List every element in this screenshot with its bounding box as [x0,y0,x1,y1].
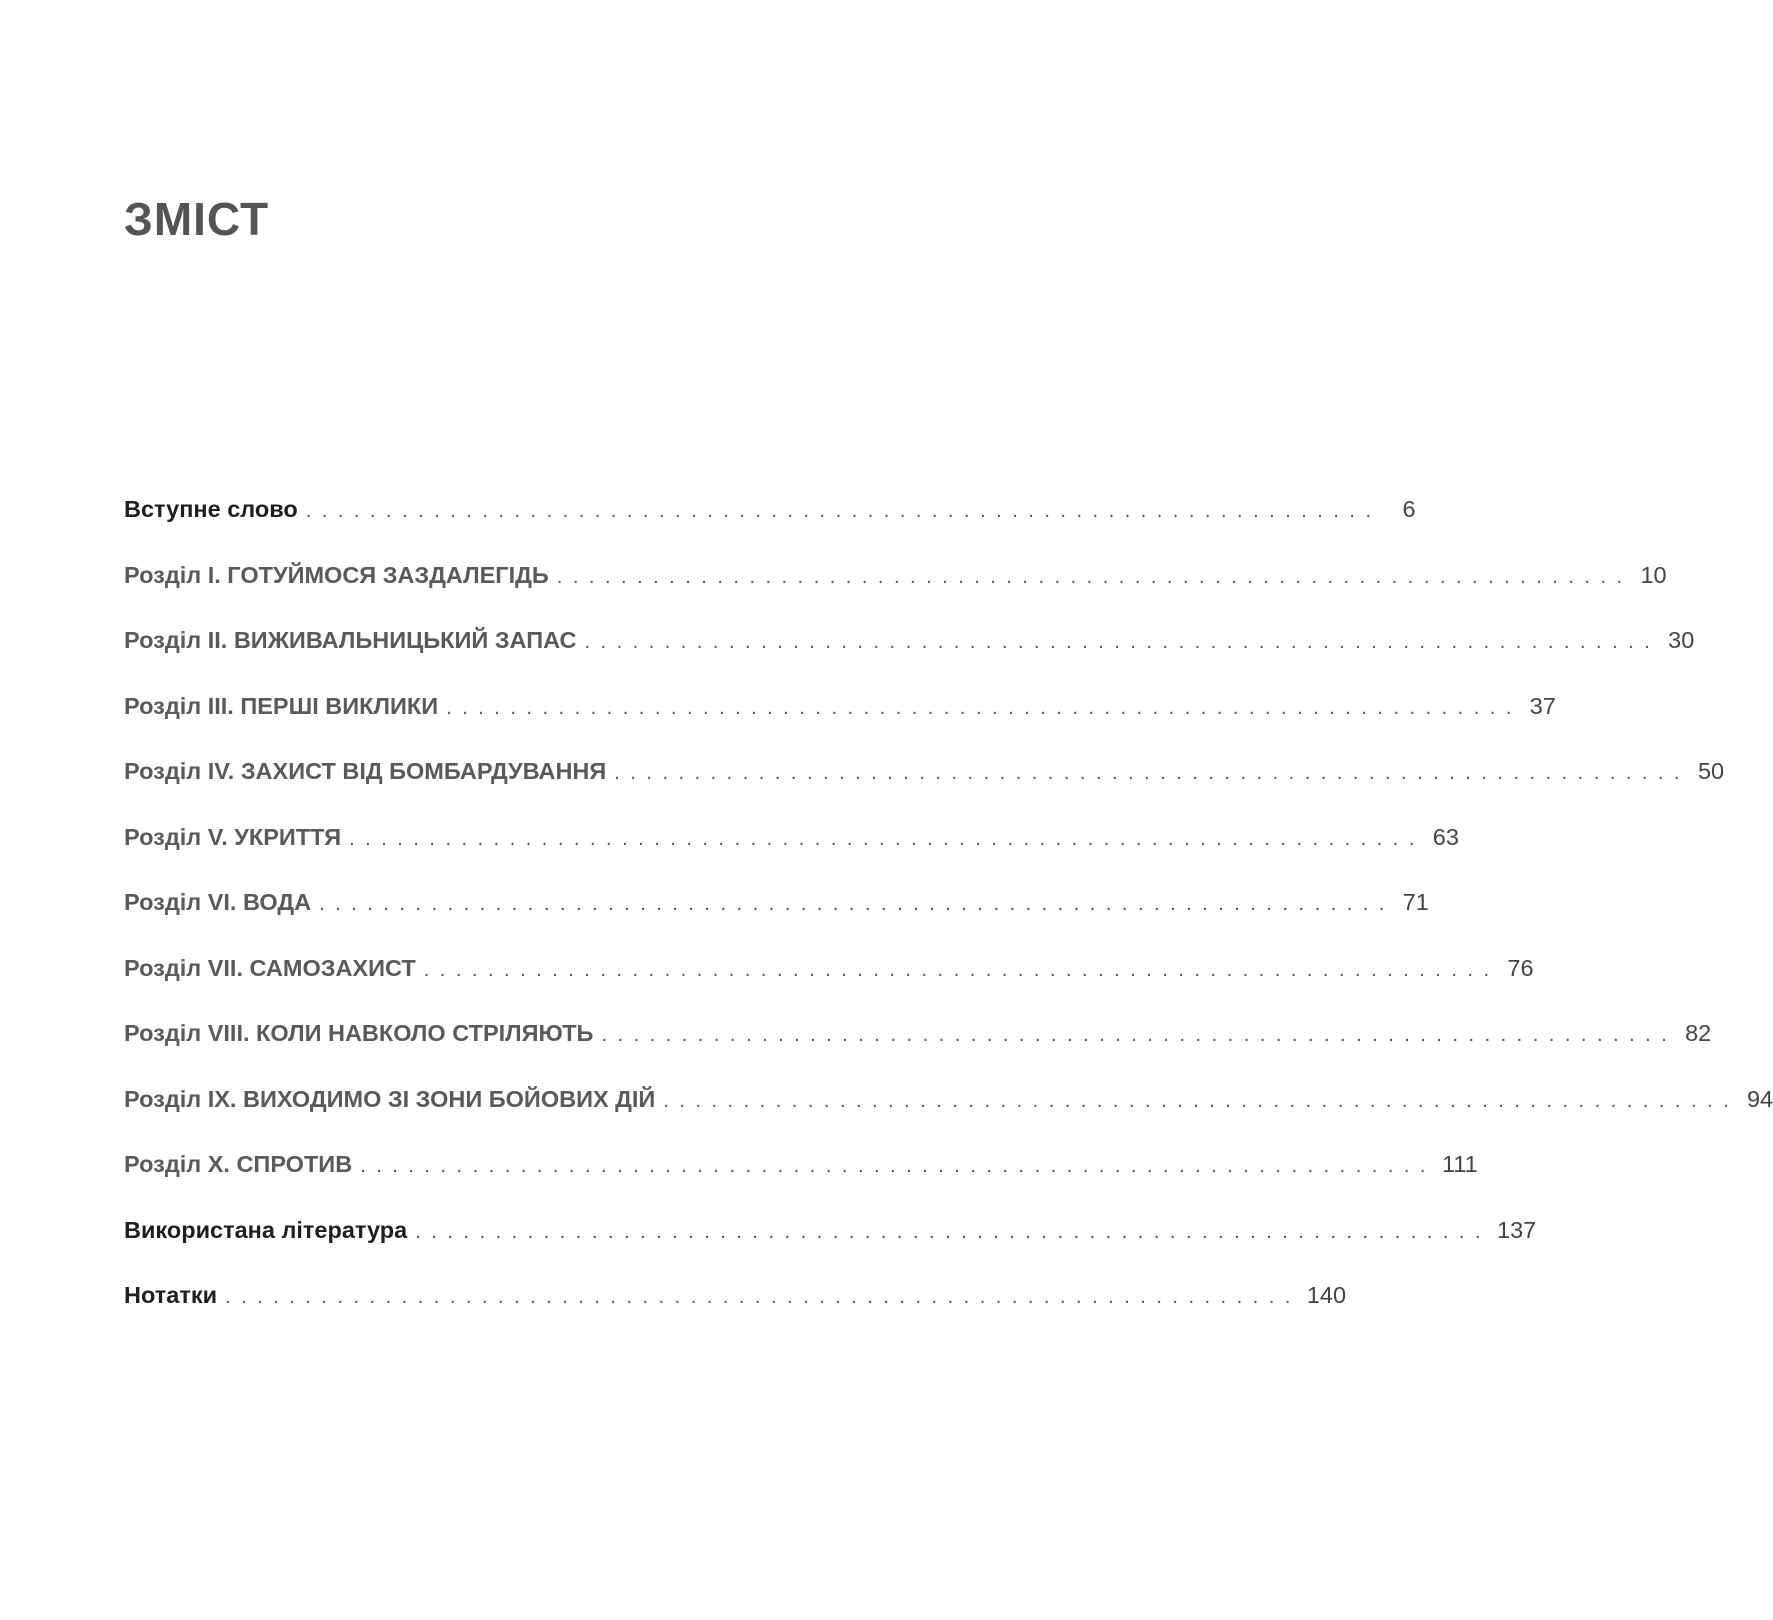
toc-entry-chapter-4 [124,758,1725,824]
toc-entry-label: Використана література [124,1216,408,1243]
table-of-contents [124,496,1773,1348]
toc-entry-label: Розділ V. УКРИТТЯ [124,823,342,850]
toc-dot-leader: ................................................................... [614,762,1691,784]
toc-page-number: 111 [1441,1151,1478,1177]
toc-entry-chapter-8 [124,1020,1712,1086]
toc-entry-label: Розділ VIII. КОЛИ НАВКОЛО СТРІЛЯЮТЬ [124,1020,594,1046]
toc-page-number: 82 [1685,1020,1712,1046]
toc-dot-leader: ................................................................... [601,1024,1678,1046]
toc-entry-label: Нотатки [124,1282,218,1308]
toc-page-number: 76 [1507,954,1534,981]
toc-entry-chapter-5 [124,823,1459,890]
toc-entry-label: Розділ X. СПРОТИВ [124,1151,353,1177]
toc-entry-label: Вступне слово [124,496,298,522]
toc-page-number: 50 [1697,758,1725,784]
toc-dot-leader: ................................................................... [225,1286,1301,1308]
toc-entry-chapter-10 [124,1151,1478,1217]
toc-dot-leader: ................................................................... [319,893,1395,915]
toc-dot-leader: ................................................................... [349,827,1425,850]
toc-entry-chapter-2 [124,627,1695,693]
toc-dot-leader: ................................................................... [415,1220,1492,1243]
toc-entry-chapter-1 [124,561,1667,628]
toc-entry-label: Розділ VII. САМОЗАХИСТ [124,954,416,981]
toc-entry-notes [124,1282,1347,1348]
toc-entry-bibliography [124,1216,1537,1283]
page-title: ЗМІСТ [124,193,270,245]
toc-entry-label: Розділ VI. ВОДА [124,889,312,915]
toc-entry-label: Розділ III. ПЕРШІ ВИКЛИКИ [124,692,439,719]
toc-dot-leader: ................................................................... [556,565,1633,588]
toc-page-number: 94 [1746,1085,1773,1112]
toc-page-number: 71 [1402,889,1429,915]
toc-dot-leader: ................................................................... [446,696,1522,719]
toc-page-number: 137 [1497,1216,1537,1243]
toc-dot-leader: ................................................................... [360,1155,1436,1177]
toc-entry-intro [124,496,1416,562]
toc-entry-chapter-9 [124,1085,1773,1152]
toc-entry-label: Розділ IX. ВИХОДИМО ЗІ ЗОНИ БОЙОВИХ ДІЙ [124,1085,656,1112]
toc-entry-label: Розділ I. ГОТУЙМОСЯ ЗАЗДАЛЕГІДЬ [124,561,549,588]
toc-dot-leader: ................................................................... [305,500,1382,522]
toc-dot-leader: ................................................................... [663,1089,1740,1112]
toc-page-number: 10 [1640,561,1667,588]
toc-page-number: 63 [1432,823,1459,850]
toc-page-number: 30 [1668,627,1695,653]
toc-entry-label: Розділ IV. ЗАХИСТ ВІД БОМБАРДУВАННЯ [124,758,607,784]
toc-dot-leader: ................................................................... [584,631,1661,653]
toc-page-number: 140 [1306,1282,1347,1308]
toc-entry-chapter-6 [124,889,1429,955]
toc-entry-label: Розділ II. ВИЖИВАЛЬНИЦЬКИЙ ЗАПАС [124,627,577,653]
toc-dot-leader: ................................................................... [423,958,1500,981]
toc-page-number: 6 [1402,496,1416,522]
toc-entry-chapter-3 [124,692,1556,759]
toc-entry-chapter-7 [124,954,1534,1021]
toc-page-number: 37 [1529,692,1556,719]
